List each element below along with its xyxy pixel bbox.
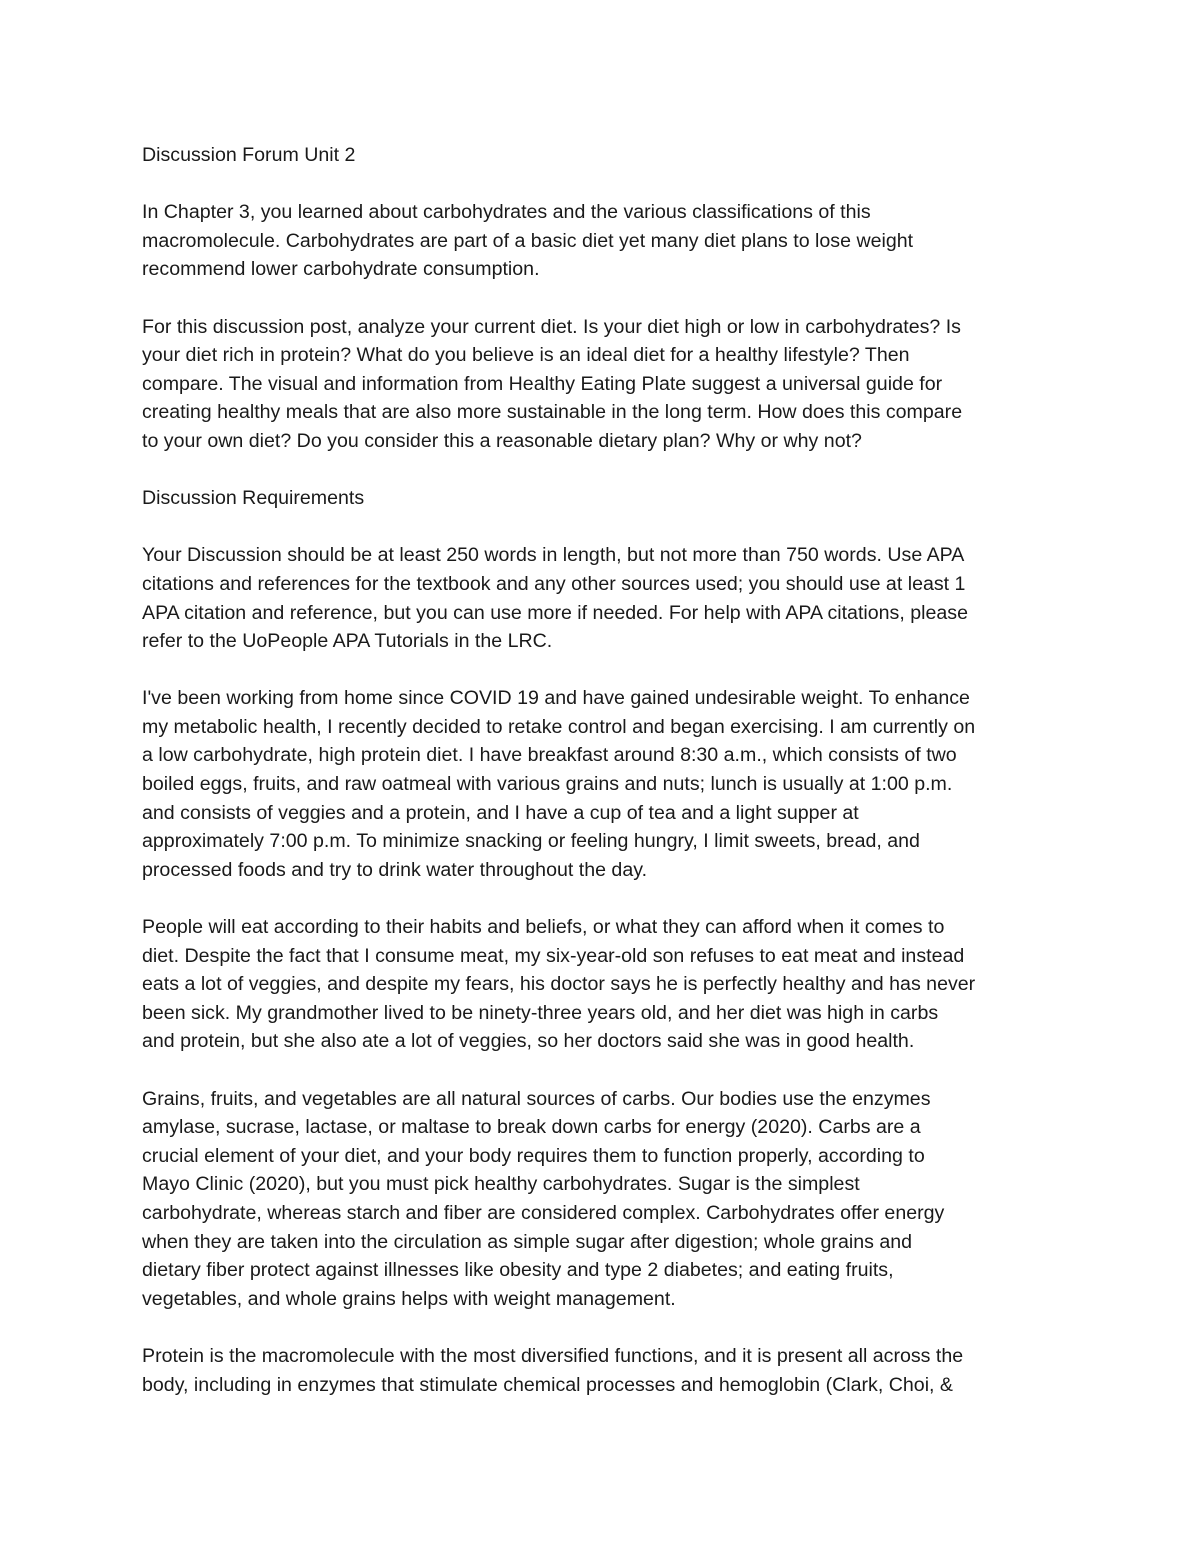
paragraph-line: crucial element of your diet, and your body requires them to function properly, according to — [142, 1144, 925, 1167]
document-title — [142, 141, 1077, 170]
paragraph-line: and protein, but she also ate a lot of veggies, so her doctors said she was in good health. — [142, 1030, 915, 1053]
paragraph-line: For this discussion post, analyze your current diet. Is your diet high or low in carbohydrates? Is — [142, 315, 961, 338]
paragraph-prompt — [142, 313, 1077, 456]
title-text: Discussion Forum Unit 2 — [142, 144, 356, 166]
paragraph-line: when they are taken into the circulation as simple sugar after digestion; whole grains and — [142, 1230, 913, 1253]
paragraph-protein — [142, 1342, 1077, 1399]
paragraph-line: amylase, sucrase, lactase, or maltase to break down carbs for energy (2020). Carbs are a — [142, 1116, 921, 1139]
paragraph-line: People will eat according to their habits and beliefs, or what they can afford when it comes to — [142, 916, 945, 939]
paragraph-line: diet. Despite the fact that I consume meat, my six-year-old son refuses to eat meat and instead — [142, 944, 965, 967]
paragraph-line: body, including in enzymes that stimulate chemical processes and hemoglobin (Clark, Choi, & — [142, 1373, 953, 1396]
section-heading-requirements — [142, 484, 1077, 513]
document-body — [142, 141, 1077, 1428]
paragraph-line: processed foods and try to drink water throughout the day. — [142, 858, 648, 881]
paragraph-requirements — [142, 541, 1077, 655]
paragraph-line: macromolecule. Carbohydrates are part of a basic diet yet many diet plans to lose weight — [142, 229, 914, 252]
paragraph-line: my metabolic health, I recently decided to retake control and began exercising. I am currently on — [142, 715, 976, 738]
paragraph-line: carbohydrate, whereas starch and fiber are considered complex. Carbohydrates offer energy — [142, 1201, 945, 1224]
paragraph-line: Grains, fruits, and vegetables are all natural sources of carbs. Our bodies use the enzymes — [142, 1087, 931, 1110]
paragraph-line: In Chapter 3, you learned about carbohydrates and the various classifications of this — [142, 201, 871, 224]
paragraph-line: Mayo Clinic (2020), but you must pick healthy carbohydrates. Sugar is the simplest — [142, 1173, 860, 1196]
paragraph-line: creating healthy meals that are also more sustainable in the long term. How does this compare — [142, 401, 963, 424]
paragraph-line: to your own diet? Do you consider this a reasonable dietary plan? Why or why not? — [142, 429, 862, 452]
paragraph-current-diet — [142, 684, 1077, 884]
paragraph-habits — [142, 913, 1077, 1056]
heading-text: Discussion Requirements — [142, 487, 365, 510]
paragraph-carbs — [142, 1085, 1077, 1314]
paragraph-line: a low carbohydrate, high protein diet. I have breakfast around 8:30 a.m., which consists of two — [142, 744, 957, 767]
paragraph-intro — [142, 198, 1077, 284]
paragraph-line: and consists of veggies and a protein, and I have a cup of tea and a light supper at — [142, 801, 859, 824]
paragraph-line: citations and references for the textbook and any other sources used; you should use at least 1 — [142, 572, 966, 595]
paragraph-line: recommend lower carbohydrate consumption. — [142, 258, 540, 281]
paragraph-line: Your Discussion should be at least 250 words in length, but not more than 750 words. Use APA — [142, 544, 965, 567]
paragraph-line: APA citation and reference, but you can use more if needed. For help with APA citations, please — [142, 601, 968, 624]
paragraph-line: boiled eggs, fruits, and raw oatmeal with various grains and nuts; lunch is usually at 1:00 p.m. — [142, 773, 953, 796]
paragraph-line: been sick. My grandmother lived to be ninety-three years old, and her diet was high in carbs — [142, 1001, 939, 1024]
paragraph-line: refer to the UoPeople APA Tutorials in the LRC. — [142, 630, 553, 653]
paragraph-line: your diet rich in protein? What do you believe is an ideal diet for a healthy lifestyle? Then — [142, 344, 910, 367]
paragraph-line: vegetables, and whole grains helps with weight management. — [142, 1287, 676, 1310]
paragraph-line: compare. The visual and information from Healthy Eating Plate suggest a universal guide for — [142, 372, 943, 395]
paragraph-line: I've been working from home since COVID 19 and have gained undesirable weight. To enhance — [142, 687, 970, 710]
paragraph-line: approximately 7:00 p.m. To minimize snacking or feeling hungry, I limit sweets, bread, and — [142, 830, 920, 853]
paragraph-line: Protein is the macromolecule with the most diversified functions, and it is present all across the — [142, 1344, 964, 1367]
paragraph-line: eats a lot of veggies, and despite my fears, his doctor says he is perfectly healthy and has never — [142, 973, 976, 996]
paragraph-line: dietary fiber protect against illnesses like obesity and type 2 diabetes; and eating fruits, — [142, 1259, 894, 1282]
